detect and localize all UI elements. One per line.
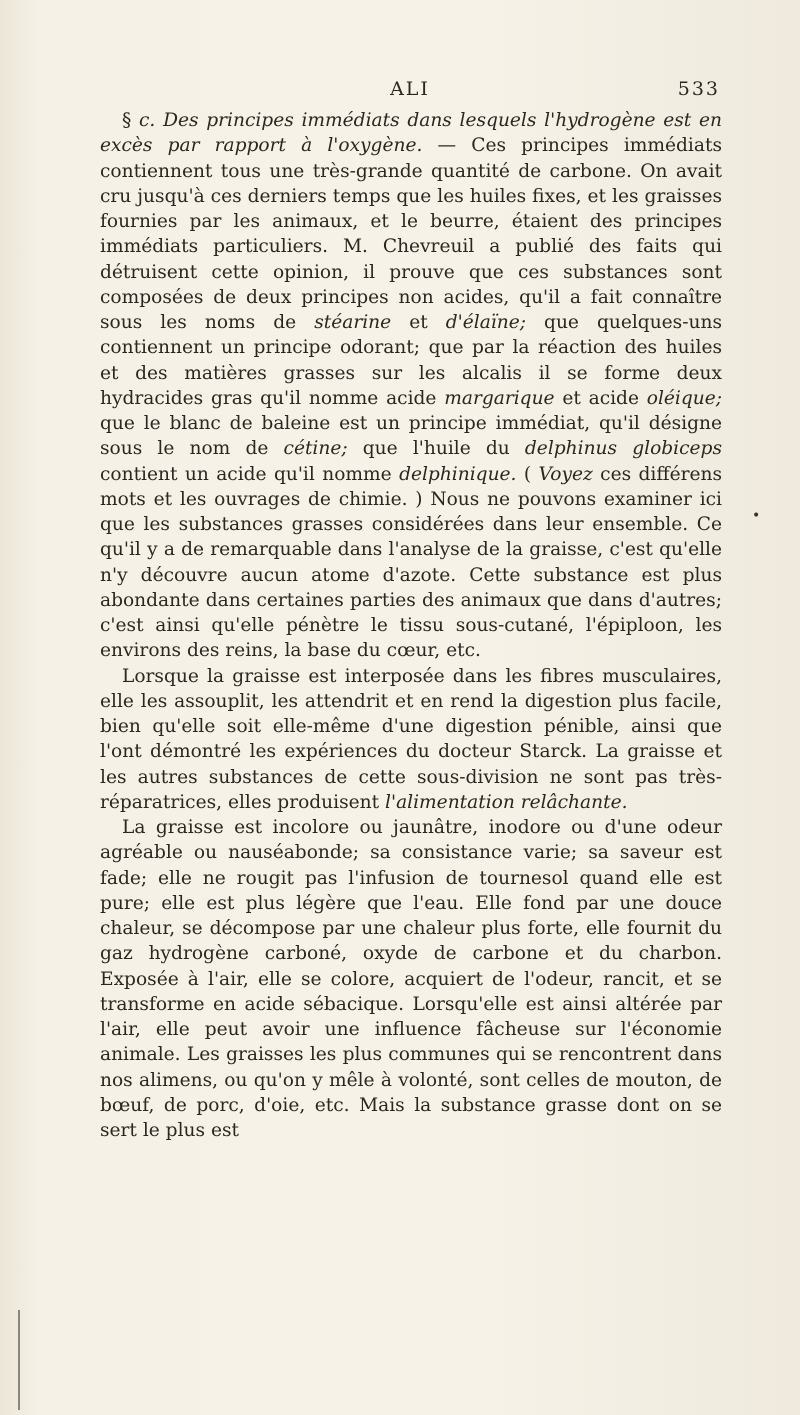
page-number: 533 — [677, 78, 720, 100]
italic-text: Voyez — [538, 463, 593, 485]
text-run — [155, 110, 163, 131]
text-run: que quelques-uns contiennent un principe odorant; que par la réaction des huiles et des matières grasses sur les alcalis il se forme deux hydracides gras qu'il nomme acide — [100, 312, 723, 409]
italic-text: Des principes immédiats dans lesquels l'hydrogène est en excès par rapport à l'oxygène. — [100, 110, 722, 157]
text-run: La graisse est incolore ou jaunâtre, inodore ou d'une odeur agréable ou nauséabonde; sa consistance varie; sa saveur est fade; elle ne rougit pas l'infusion de tournesol quand elle est pure; elle est plus légère que l'eau. Elle fond par une douce chaleur, se décompose par une chaleur plus forte, elle fournit du gaz hydrogène carboné, oxyde de carbone et du charbon. Exposée à l'air, elle se colore, acquiert de l'odeur, rancit, et se transforme en acide sébacique. Lorsqu'elle est ainsi altérée par l'air, elle peut avoir une influence fâcheuse sur l'économie animale. Les graisses les plus communes qui se rencontrent dans nos alimens, ou qu'on y mêle à volonté, sont celles de mouton, de bœuf, de porc, d'oie, etc. Mais la substance grasse dont on se sert le plus est — [100, 817, 722, 1141]
text-run: — Ces principes immédiats contiennent tous une très-grande quantité de carbone. On avait cru jusqu'à ces derniers temps que les huiles fixes, et les graisses fournies par les animaux, et le beurre, étaient des principes immédiats particuliers. M. Chevreuil a publié des faits qui détruisent cette opinion, il prouve que ces substances sont composées de deux principes non acides, qu'il a fait connaître sous les noms de — [100, 135, 722, 333]
text-run: ( — [516, 463, 539, 485]
text-run: que l'huile du — [347, 438, 525, 460]
italic-text: d'élaïne; — [445, 312, 526, 333]
text-run: et acide — [554, 387, 647, 409]
italic-text: oléique; — [646, 387, 723, 409]
body-text — [100, 108, 722, 1143]
text-run: que le blanc de baleine est un principe immédiat, qu'il désigne sous le nom de — [100, 413, 722, 460]
paragraph — [100, 815, 722, 1143]
italic-text: c. — [139, 110, 156, 131]
italic-text: delphinus globiceps — [524, 438, 722, 460]
text-run: § — [122, 110, 140, 131]
text-run: ces différens mots et les ouvrages de chimie. ) Nous ne pouvons examiner ici que les substances grasses considérées dans leur ensemble. Ce qu'il y a de remarquable dans l'analyse de la graisse, c'est qu'elle n'y découvre aucun atome d'azote. Cette substance est plus abondante dans certaines parties des animaux que dans d'autres; c'est ainsi qu'elle pénètre le tissu sous-cutané, l'épiploon, les environs des reins, la base du cœur, etc. — [100, 463, 722, 662]
italic-text: margarique — [444, 387, 555, 409]
paragraph — [100, 664, 722, 816]
page-header — [100, 78, 720, 108]
gutter-line — [18, 1310, 20, 1410]
italic-text: l'alimentation relâchante. — [385, 791, 628, 813]
italic-text: stéarine — [314, 312, 392, 333]
italic-text: delphinique. — [399, 463, 517, 485]
italic-text: cétine; — [283, 438, 348, 460]
paragraph — [100, 108, 722, 664]
text-run: contient un acide qu'il nomme — [100, 463, 400, 485]
running-title: ALI — [390, 78, 430, 100]
text-run: et — [391, 312, 446, 333]
margin-mark: • — [752, 508, 761, 524]
text-run: Lorsque la graisse est interposée dans les fibres musculaires, elle les assouplit, les attendrit et en rend la digestion plus facile, bien qu'elle soit elle-même d'une digestion pénible, ainsi que l'ont démontré les expériences du docteur Starck. La graisse et les autres substances de cette sous-division ne sont pas très-réparatrices, elles produisent — [100, 665, 722, 813]
